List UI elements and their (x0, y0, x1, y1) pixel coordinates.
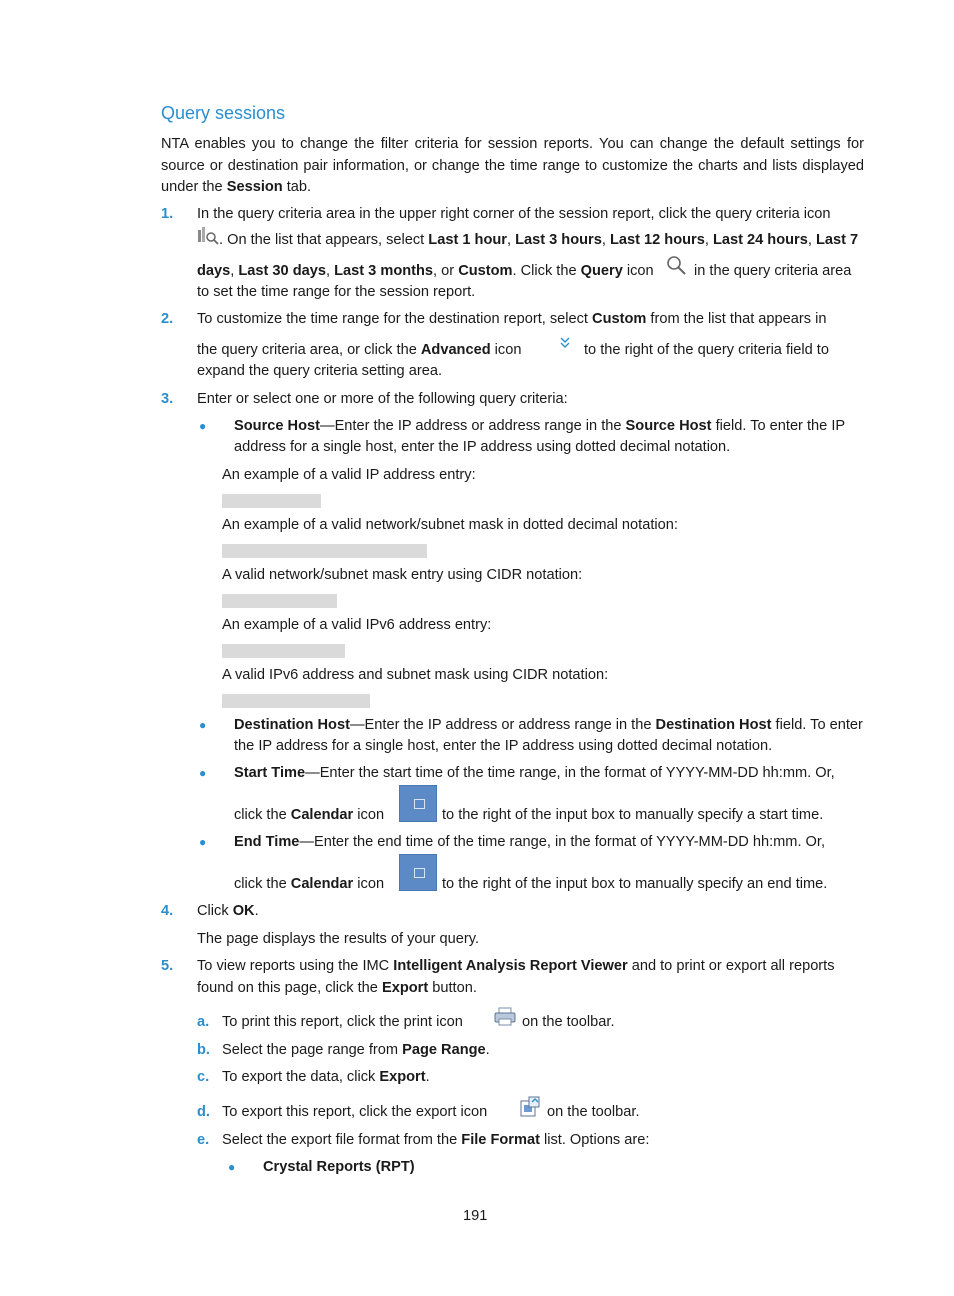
example-subnet-placeholder (222, 544, 427, 558)
step2-line3: expand the query criteria setting area. (197, 363, 442, 379)
step5-line2: found on this page, click the Export button. (197, 980, 477, 996)
example-subnet-label: An example of a valid network/subnet mask in dotted decimal notation: (222, 517, 678, 533)
advanced-chevron-icon (558, 336, 572, 350)
intro-paragraph: NTA enables you to change the filter criteria for session reports. You can change the default settings for source or destination pair information, or change the time range to customize the charts and lists displayed under the Session tab. (161, 136, 864, 195)
step4-line1: Click OK. (197, 903, 259, 919)
destination-host-line1: Destination Host—Enter the IP address or address range in the Destination Host field. To enter (234, 717, 863, 733)
step-number: 2. (161, 311, 174, 327)
example-ipv6-label: An example of a valid IPv6 address entry: (222, 617, 492, 633)
example-cidr-placeholder (222, 594, 337, 608)
start-time-line1: Start Time—Enter the start time of the time range, in the format of YYYY-MM-DD hh:mm. Or, (234, 765, 835, 781)
substep-a-text: To print this report, click the print icon (222, 1014, 463, 1030)
step2-line2: the query criteria area, or click the Advanced icon (197, 342, 522, 358)
substep-a-tail: on the toolbar. (522, 1014, 615, 1030)
step1-line3: days, Last 30 days, Last 3 months, or Custom. Click the Query icon (197, 263, 654, 279)
print-icon (494, 1007, 516, 1027)
step3-line1: Enter or select one or more of the following query criteria: (197, 391, 568, 407)
step4-result: The page displays the results of your query. (197, 931, 480, 947)
section-heading: Query sessions (161, 103, 286, 123)
bullet: ● (199, 419, 207, 433)
source-host-line2: address for a single host, enter the IP address using dotted decimal notation. (234, 439, 731, 455)
example-ip-label: An example of a valid IP address entry: (222, 467, 476, 483)
step1-line3-tail: in the query criteria area (694, 263, 852, 279)
search-icon (665, 254, 687, 276)
calendar-icon (399, 854, 437, 891)
substep-d-text: To export this report, click the export icon (222, 1104, 488, 1120)
substep-letter: e. (197, 1132, 210, 1148)
step-number: 1. (161, 206, 174, 222)
source-host-line1: Source Host—Enter the IP address or address range in the Source Host field. To enter the IP (234, 418, 846, 434)
substep-b-text: Select the page range from Page Range. (222, 1042, 490, 1058)
step2-line2-tail: to the right of the query criteria field to (584, 342, 829, 358)
bullet: ● (199, 718, 207, 732)
example-cidr-label: A valid network/subnet mask entry using CIDR notation: (222, 567, 583, 583)
example-ipv6-placeholder (222, 644, 345, 658)
bullet: ● (199, 835, 207, 849)
step-number: 4. (161, 903, 174, 919)
bullet: ● (228, 1160, 236, 1174)
substep-c-text: To export the data, click Export. (222, 1069, 430, 1085)
step-number: 3. (161, 391, 174, 407)
bullet: ● (199, 766, 207, 780)
example-ipv6-cidr-placeholder (222, 694, 370, 708)
start-time-line2: click the Calendar icon (234, 807, 385, 823)
substep-d-tail: on the toolbar. (547, 1104, 640, 1120)
step1-line2: . On the list that appears, select Last 1 hour, Last 3 hours, Last 12 hours, Last 24 hours, Last 7 (219, 232, 859, 248)
query-criteria-icon (197, 226, 219, 246)
end-time-line2-tail: to the right of the input box to manually specify an end time. (442, 876, 828, 892)
calendar-icon (399, 785, 437, 822)
option-item: Crystal Reports (RPT) (263, 1159, 415, 1175)
step2-line1: To customize the time range for the destination report, select Custom from the list that appears in (197, 311, 827, 327)
end-time-line2: click the Calendar icon (234, 876, 385, 892)
end-time-line1: End Time—Enter the end time of the time range, in the format of YYYY-MM-DD hh:mm. Or, (234, 834, 826, 850)
step5-line1: To view reports using the IMC Intelligent Analysis Report Viewer and to print or export all reports (197, 958, 835, 974)
substep-letter: d. (197, 1104, 210, 1120)
start-time-line2-tail: to the right of the input box to manually specify a start time. (442, 807, 824, 823)
step-number: 5. (161, 958, 174, 974)
export-icon (519, 1096, 541, 1118)
substep-letter: c. (197, 1069, 210, 1085)
substep-letter: a. (197, 1014, 210, 1030)
step1-line1: In the query criteria area in the upper right corner of the session report, click the query criteria icon (197, 206, 831, 222)
example-ipv6-cidr-label: A valid IPv6 address and subnet mask using CIDR notation: (222, 667, 609, 683)
substep-e-text: Select the export file format from the File Format list. Options are: (222, 1132, 650, 1148)
substep-letter: b. (197, 1042, 210, 1058)
example-ip-placeholder (222, 494, 321, 508)
destination-host-line2: the IP address for a single host, enter the IP address using dotted decimal notation. (234, 738, 773, 754)
page-number: 191 (463, 1208, 488, 1224)
step1-line4: to set the time range for the session report. (197, 284, 476, 300)
